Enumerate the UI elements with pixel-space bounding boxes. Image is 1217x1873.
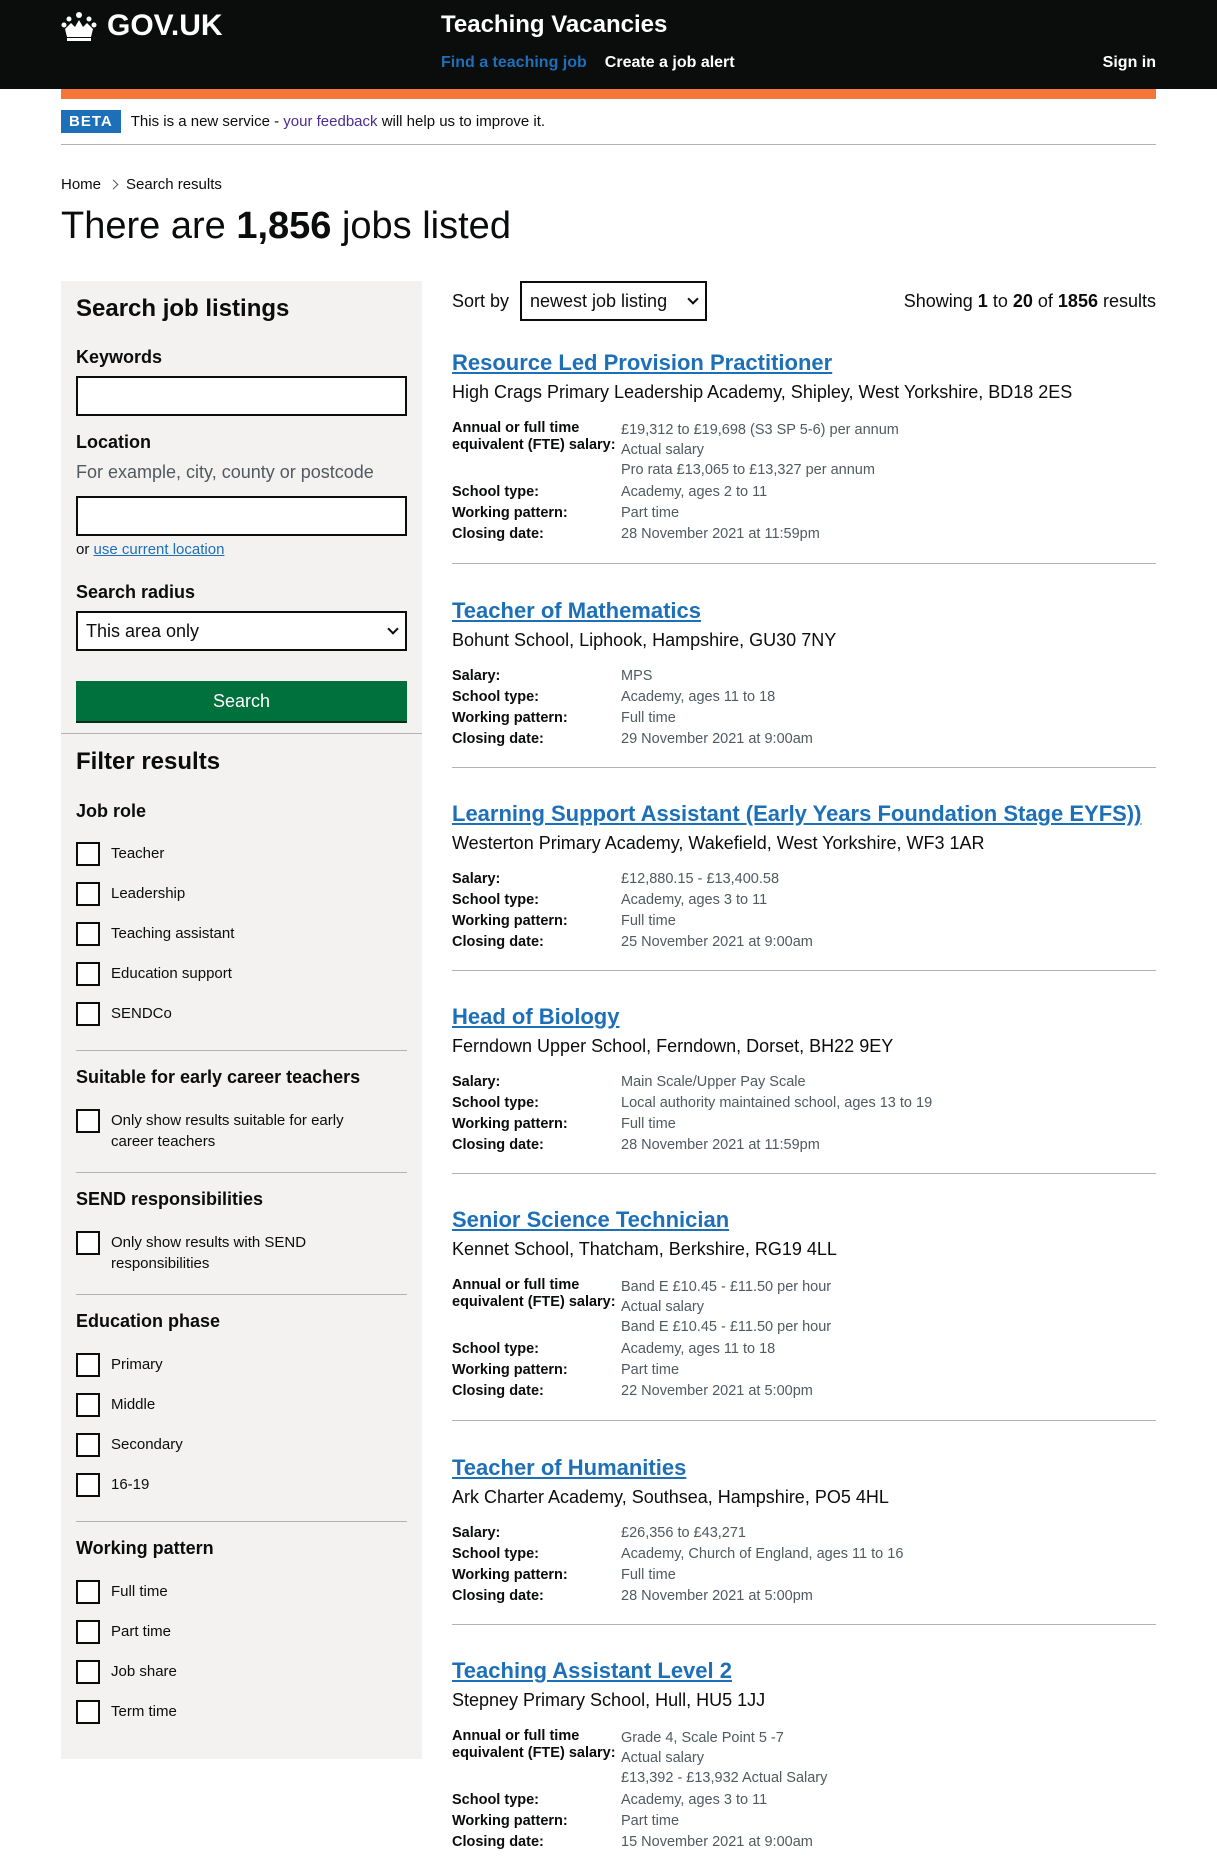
closing-date-value: 25 November 2021 at 9:00am xyxy=(621,934,813,950)
checkbox[interactable] xyxy=(76,962,100,986)
use-location-row xyxy=(76,541,224,558)
closing-date-label: Closing date: xyxy=(452,526,544,542)
job-details xyxy=(452,1277,1156,1400)
job-details xyxy=(452,420,1156,543)
school-type-label: School type: xyxy=(452,1546,540,1562)
job-title-link[interactable]: Teacher of Humanities xyxy=(452,1455,687,1480)
filter-teaching-assistant[interactable] xyxy=(76,922,234,946)
pattern-heading: Working pattern xyxy=(76,1538,214,1558)
divider xyxy=(76,1050,407,1051)
closing-date-label: Closing date: xyxy=(452,1834,544,1850)
divider xyxy=(76,1294,407,1295)
checkbox-label: Primary xyxy=(111,1356,163,1373)
location-hint: For example, city, county or postcode xyxy=(76,462,374,482)
checkbox-label: Secondary xyxy=(111,1436,183,1453)
checkbox-label: Job share xyxy=(111,1663,177,1680)
school-type-value: Local authority maintained school, ages 13 to 19 xyxy=(621,1095,933,1111)
filter-ect[interactable] xyxy=(76,1109,366,1152)
phase-heading: Education phase xyxy=(76,1311,221,1331)
job-count: 1,856 xyxy=(236,205,332,247)
header-accent-bar xyxy=(61,89,1156,99)
closing-date-label: Closing date: xyxy=(452,1137,544,1153)
govuk-logo[interactable] xyxy=(61,9,223,43)
job-address: Ferndown Upper School, Ferndown, Dorset, BH22 9EY xyxy=(452,1036,894,1056)
title-pre: There are xyxy=(61,205,226,247)
phase-banner xyxy=(61,99,1156,145)
fte-salary-label: Annual or full time equivalent (FTE) salary: xyxy=(452,1728,616,1761)
showing-to-word: to xyxy=(992,291,1008,311)
job-title-link[interactable]: Learning Support Assistant (Early Years Foundation Stage EYFS)) xyxy=(452,801,1142,826)
job-listing xyxy=(452,801,1156,971)
divider xyxy=(76,1172,407,1173)
filter-sendco[interactable] xyxy=(76,1002,172,1026)
divider xyxy=(61,733,422,734)
ect-heading: Suitable for early career teachers xyxy=(76,1067,361,1087)
working-pattern-value: Full time xyxy=(621,913,676,929)
checkbox[interactable] xyxy=(76,1002,100,1026)
checkbox[interactable] xyxy=(76,882,100,906)
sign-in-link[interactable]: Sign in xyxy=(1102,54,1156,71)
job-title-link[interactable]: Head of Biology xyxy=(452,1004,620,1029)
working-pattern-value: Part time xyxy=(621,1813,680,1829)
nav-find-job[interactable]: Find a teaching job xyxy=(441,54,587,71)
checkbox[interactable] xyxy=(76,1473,100,1497)
checkbox[interactable] xyxy=(76,1433,100,1457)
job-title-link[interactable]: Teacher of Mathematics xyxy=(452,598,702,623)
job-details xyxy=(452,871,1156,951)
checkbox-label: Teacher xyxy=(111,845,165,862)
fte-salary-label: Annual or full time equivalent (FTE) salary: xyxy=(452,420,616,453)
salary-line: Actual salary xyxy=(621,1750,705,1766)
crown-icon xyxy=(61,11,97,41)
checkbox[interactable] xyxy=(76,1620,100,1644)
salary-label: Salary: xyxy=(452,1074,501,1090)
job-details xyxy=(452,1525,1156,1605)
job-address: Bohunt School, Liphook, Hampshire, GU30 7NY xyxy=(452,630,837,650)
salary-line: Pro rata £13,065 to £13,327 per annum xyxy=(621,462,875,478)
closing-date-value: 15 November 2021 at 9:00am xyxy=(621,1834,813,1850)
checkbox[interactable] xyxy=(76,1231,100,1255)
results-count xyxy=(904,291,1156,312)
keywords-label: Keywords xyxy=(76,347,163,367)
job-listing xyxy=(452,350,1156,564)
checkbox-label: Full time xyxy=(111,1583,168,1600)
working-pattern-value: Part time xyxy=(621,1362,680,1378)
location-label: Location xyxy=(76,432,151,452)
showing-post: results xyxy=(1102,291,1156,311)
school-type-value: Academy, ages 3 to 11 xyxy=(621,1792,768,1808)
job-listing xyxy=(452,1658,1156,1872)
salary-value xyxy=(621,1277,1156,1337)
job-listing xyxy=(452,1004,1156,1174)
breadcrumb-home[interactable]: Home xyxy=(61,176,102,193)
sort-value: newest job listing xyxy=(530,290,668,311)
keywords-input[interactable] xyxy=(76,376,407,416)
beta-text-pre: This is a new service - xyxy=(130,113,280,130)
closing-date-value: 29 November 2021 at 9:00am xyxy=(621,731,813,747)
closing-date-value: 28 November 2021 at 11:59pm xyxy=(621,1137,820,1153)
filter-teacher[interactable] xyxy=(76,842,164,866)
search-results xyxy=(452,281,1156,1850)
working-pattern-label: Working pattern: xyxy=(452,1813,568,1829)
radius-value: This area only xyxy=(86,620,200,641)
fte-salary-label: Annual or full time equivalent (FTE) salary: xyxy=(452,1277,616,1310)
sort-select[interactable] xyxy=(520,281,707,321)
job-title-link[interactable]: Resource Led Provision Practitioner xyxy=(452,350,833,375)
school-type-value: Academy, ages 2 to 11 xyxy=(621,484,768,500)
closing-date-value: 28 November 2021 at 11:59pm xyxy=(621,526,820,542)
filter-secondary[interactable] xyxy=(76,1433,183,1457)
job-title-link[interactable]: Senior Science Technician xyxy=(452,1207,730,1232)
closing-date-label: Closing date: xyxy=(452,731,544,747)
job-details xyxy=(452,668,1156,748)
use-current-location-link[interactable]: use current location xyxy=(93,541,225,558)
checkbox-label: Education support xyxy=(111,965,232,982)
filter-16-19[interactable] xyxy=(76,1473,149,1497)
salary-line: Grade 4, Scale Point 5 -7 xyxy=(621,1730,784,1746)
showing-to: 20 xyxy=(1012,291,1033,311)
closing-date-value: 22 November 2021 at 5:00pm xyxy=(621,1383,813,1399)
logo-text: GOV.UK xyxy=(107,9,223,42)
working-pattern-value: Part time xyxy=(621,505,680,521)
school-type-label: School type: xyxy=(452,1341,540,1357)
service-name[interactable]: Teaching Vacancies xyxy=(441,11,668,38)
checkbox[interactable] xyxy=(76,1580,100,1604)
job-title-link[interactable]: Teaching Assistant Level 2 xyxy=(452,1658,732,1683)
checkbox[interactable] xyxy=(76,1660,100,1684)
school-type-label: School type: xyxy=(452,1792,540,1808)
location-input[interactable] xyxy=(76,496,407,536)
working-pattern-label: Working pattern: xyxy=(452,1567,568,1583)
feedback-link[interactable]: your feedback xyxy=(283,113,378,130)
checkbox-label: Leadership xyxy=(111,885,186,902)
search-sidebar xyxy=(61,281,422,1759)
filter-part-time[interactable] xyxy=(76,1620,171,1644)
site-header xyxy=(0,0,1217,89)
job-address: Kennet School, Thatcham, Berkshire, RG19 4LL xyxy=(452,1239,837,1259)
salary-label: Salary: xyxy=(452,1525,501,1541)
filter-education-support[interactable] xyxy=(76,962,232,986)
checkbox-label: Only show results suitable for early career teachers xyxy=(111,1112,344,1150)
working-pattern-label: Working pattern: xyxy=(452,1116,568,1132)
salary-line: Actual salary xyxy=(621,442,705,458)
salary-value: £12,880.15 - £13,400.58 xyxy=(621,871,780,887)
school-type-value: Academy, Church of England, ages 11 to 16 xyxy=(621,1546,904,1562)
working-pattern-value: Full time xyxy=(621,1567,676,1583)
checkbox[interactable] xyxy=(76,922,100,946)
divider xyxy=(76,1521,407,1522)
filter-primary[interactable] xyxy=(76,1353,163,1377)
checkbox[interactable] xyxy=(76,1353,100,1377)
breadcrumb-current: Search results xyxy=(126,176,222,193)
chevron-down-icon xyxy=(387,623,398,634)
or-text: or xyxy=(76,541,90,558)
working-pattern-label: Working pattern: xyxy=(452,710,568,726)
filter-heading: Filter results xyxy=(76,748,221,775)
salary-line: Band E £10.45 - £11.50 per hour xyxy=(621,1319,832,1335)
working-pattern-label: Working pattern: xyxy=(452,1362,568,1378)
primary-nav xyxy=(441,54,753,72)
working-pattern-value: Full time xyxy=(621,1116,676,1132)
breadcrumb xyxy=(61,176,1156,193)
sort-row xyxy=(452,281,1156,321)
checkbox-label: Only show results with SEND responsibilities xyxy=(111,1234,307,1272)
filter-leadership[interactable] xyxy=(76,882,185,906)
salary-value: £26,356 to £43,271 xyxy=(621,1525,746,1541)
closing-date-label: Closing date: xyxy=(452,934,544,950)
showing-pre: Showing xyxy=(903,291,973,311)
filter-full-time[interactable] xyxy=(76,1580,168,1604)
working-pattern-label: Working pattern: xyxy=(452,913,568,929)
job-role-heading: Job role xyxy=(76,801,147,821)
school-type-label: School type: xyxy=(452,689,540,705)
showing-from: 1 xyxy=(977,291,988,311)
job-listing xyxy=(452,1455,1156,1625)
working-pattern-label: Working pattern: xyxy=(452,505,568,521)
salary-line: £19,312 to £19,698 (S3 SP 5-6) per annum xyxy=(621,422,899,438)
beta-text-post: will help us to improve it. xyxy=(381,113,546,130)
salary-line: Actual salary xyxy=(621,1299,705,1315)
salary-line: Band E £10.45 - £11.50 per hour xyxy=(621,1279,832,1295)
checkbox[interactable] xyxy=(76,1109,100,1133)
send-heading: SEND responsibilities xyxy=(76,1189,264,1209)
working-pattern-value: Full time xyxy=(621,710,676,726)
school-type-label: School type: xyxy=(452,892,540,908)
salary-value: Main Scale/Upper Pay Scale xyxy=(621,1074,806,1090)
search-button[interactable]: Search xyxy=(76,681,407,721)
search-heading: Search job listings xyxy=(76,295,290,322)
school-type-value: Academy, ages 11 to 18 xyxy=(621,1341,776,1357)
checkbox-label: Term time xyxy=(111,1703,177,1720)
checkbox[interactable] xyxy=(76,842,100,866)
salary-value xyxy=(621,1728,1156,1788)
school-type-value: Academy, ages 3 to 11 xyxy=(621,892,768,908)
salary-line: £13,392 - £13,932 Actual Salary xyxy=(621,1770,828,1786)
school-type-value: Academy, ages 11 to 18 xyxy=(621,689,776,705)
checkbox-label: 16-19 xyxy=(111,1476,150,1493)
job-address: Westerton Primary Academy, Wakefield, West Yorkshire, WF3 1AR xyxy=(452,833,985,853)
salary-value: MPS xyxy=(621,668,653,684)
title-post: jobs listed xyxy=(341,205,511,247)
checkbox-label: Middle xyxy=(111,1396,156,1413)
nav-create-alert[interactable]: Create a job alert xyxy=(604,54,735,71)
filter-middle[interactable] xyxy=(76,1393,155,1417)
closing-date-label: Closing date: xyxy=(452,1383,544,1399)
school-type-label: School type: xyxy=(452,1095,540,1111)
closing-date-value: 28 November 2021 at 5:00pm xyxy=(621,1588,813,1604)
radius-label: Search radius xyxy=(76,582,196,602)
job-details xyxy=(452,1074,1156,1154)
sort-label: Sort by xyxy=(452,291,510,311)
job-address: Stepney Primary School, Hull, HU5 1JJ xyxy=(452,1690,766,1710)
job-listing xyxy=(452,1207,1156,1421)
salary-value xyxy=(621,420,1156,480)
closing-date-label: Closing date: xyxy=(452,1588,544,1604)
filter-job-share[interactable] xyxy=(76,1660,177,1684)
showing-total: 1856 xyxy=(1057,291,1098,311)
job-address: Ark Charter Academy, Southsea, Hampshire, PO5 4HL xyxy=(452,1487,889,1507)
job-listing xyxy=(452,598,1156,768)
school-type-label: School type: xyxy=(452,484,540,500)
beta-tag: BETA xyxy=(61,110,121,133)
chevron-right-icon xyxy=(109,180,119,190)
checkbox-label: SENDCo xyxy=(111,1005,172,1022)
filter-term-time[interactable] xyxy=(76,1700,177,1724)
job-address: High Crags Primary Leadership Academy, Shipley, West Yorkshire, BD18 2ES xyxy=(452,382,1073,402)
checkbox-label: Part time xyxy=(111,1623,172,1640)
showing-of-word: of xyxy=(1037,291,1053,311)
salary-label: Salary: xyxy=(452,668,501,684)
checkbox[interactable] xyxy=(76,1700,100,1724)
radius-select[interactable] xyxy=(76,611,407,651)
job-details xyxy=(452,1728,1156,1851)
filter-send[interactable] xyxy=(76,1231,346,1274)
checkbox[interactable] xyxy=(76,1393,100,1417)
checkbox-label: Teaching assistant xyxy=(111,925,235,942)
chevron-down-icon xyxy=(687,293,698,304)
page-title xyxy=(61,205,1156,248)
salary-label: Salary: xyxy=(452,871,501,887)
